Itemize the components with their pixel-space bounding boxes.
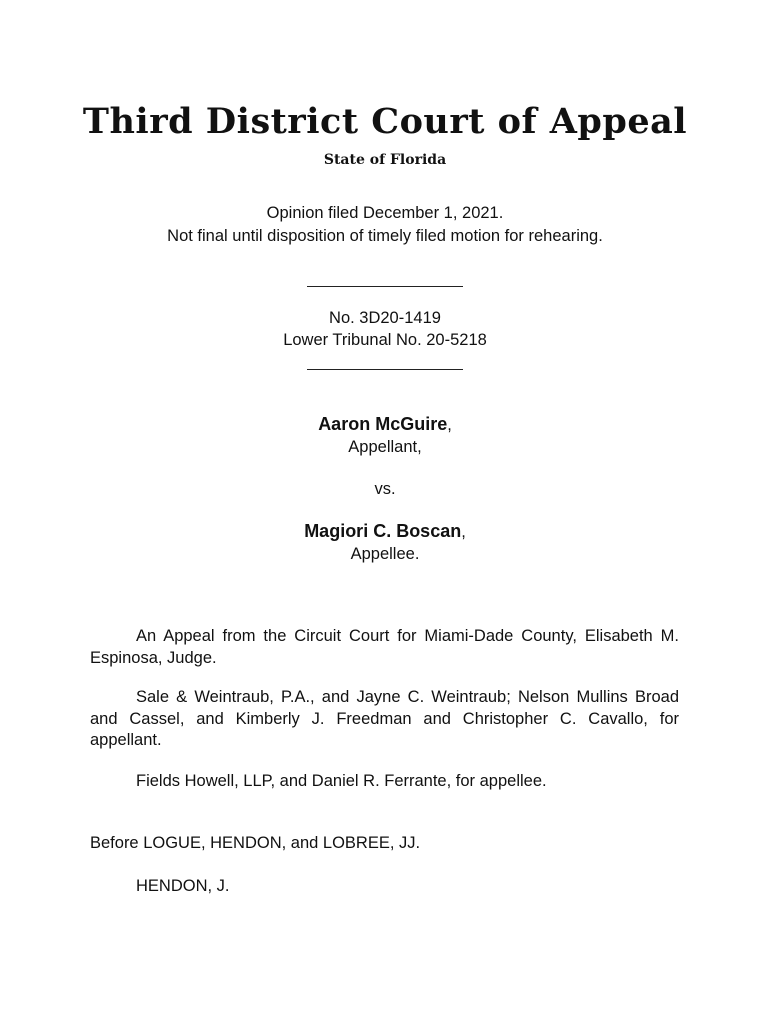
lower-tribunal-number: Lower Tribunal No. 20-5218: [283, 331, 487, 349]
appellant-line: Aaron McGuire,: [318, 414, 452, 434]
opinion-author: HENDON, J.: [136, 877, 230, 895]
divider-top: [307, 286, 463, 287]
appeal-from-paragraph: An Appeal from the Circuit Court for Miami-Dade County, Elisabeth M. Espinosa, Judge.: [90, 627, 679, 667]
appellee-role: Appellee.: [350, 545, 420, 563]
filing-date: Opinion filed December 1, 2021.: [266, 204, 504, 222]
appellant-counsel-paragraph: Sale & Weintraub, P.A., and Jayne C. Weintraub; Nelson Mullins Broad and Cassel, and Kimberly J. Freedman and Christopher C. Cavallo, for appellant.: [90, 688, 679, 749]
appellant-role: Appellant,: [348, 438, 422, 456]
versus: vs.: [374, 480, 396, 498]
divider-bottom: [307, 369, 463, 370]
appellee-counsel-paragraph: Fields Howell, LLP, and Daniel R. Ferrante, for appellee.: [136, 772, 547, 790]
appellee-name: Magiori C. Boscan: [304, 521, 462, 541]
state-subtitle: State of Florida: [323, 152, 447, 168]
court-title: Third District Court of Appeal: [82, 101, 688, 142]
case-number: No. 3D20-1419: [329, 309, 441, 327]
appellee-line: Magiori C. Boscan,: [304, 521, 466, 541]
panel-line: Before LOGUE, HENDON, and LOBREE, JJ.: [90, 834, 421, 852]
appellant-name: Aaron McGuire: [318, 414, 448, 434]
rehearing-notice: Not final until disposition of timely filed motion for rehearing.: [167, 227, 603, 245]
